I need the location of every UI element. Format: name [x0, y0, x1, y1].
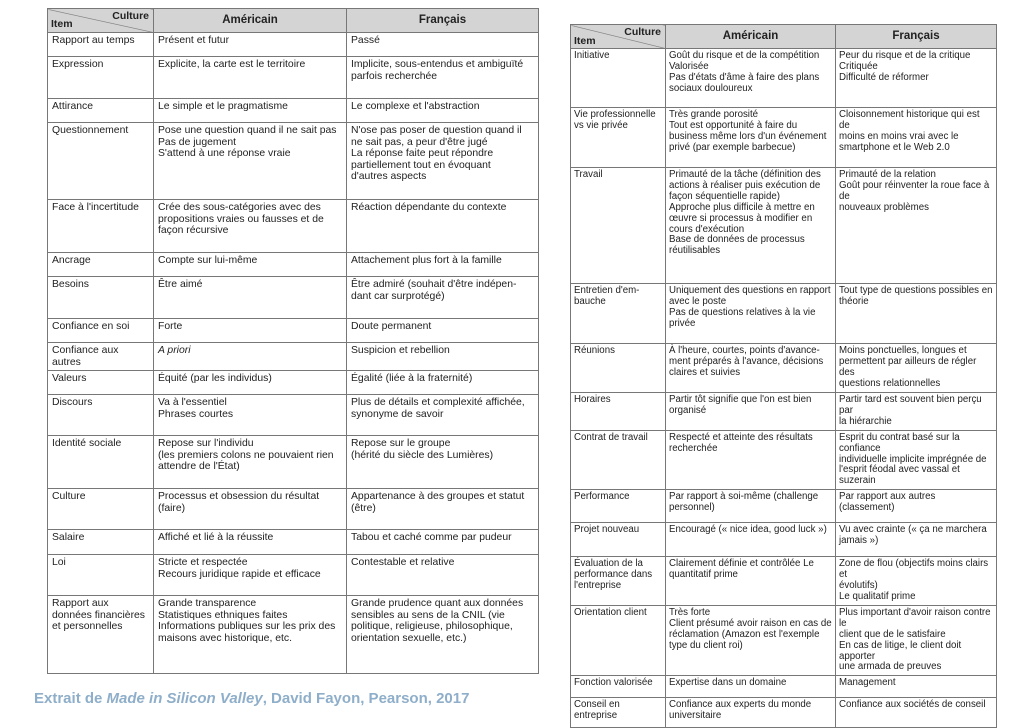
cell-text-line: Esprit du contrat basé sur la confiance [839, 431, 960, 454]
cell-text-line: ment préparés à l'avance, décisions [669, 355, 824, 367]
cell-text-line: Par rapport aux autres (classement) [839, 491, 936, 514]
caption-suffix: , David Fayon, Pearson, 2017 [262, 690, 470, 707]
cell-text-line: Égalité (liée à la fraternité) [351, 373, 473, 385]
cell-text-line: Pose une question quand il ne sait pas [158, 125, 337, 136]
cell-text-line: Client présumé avoir raison en cas de [669, 617, 832, 629]
row-item-cell [48, 253, 154, 277]
caption-title: Made in Silicon Valley [106, 690, 263, 707]
header-item-label: Item [51, 18, 73, 31]
row-francais-cell [347, 395, 539, 436]
cell-text-line: N'ose pas poser de question quand il [351, 125, 522, 136]
row-americain-cell [154, 33, 347, 57]
header-culture-label: Culture [112, 10, 149, 22]
row-francais-cell [347, 489, 539, 530]
row-francais-cell [836, 698, 997, 728]
row-francais-cell [347, 33, 539, 57]
cell-text-line: Contestable et relative [351, 557, 455, 569]
cell-text-line: orientation sexuelle, etc.) [351, 632, 467, 644]
header-item-label: Item [574, 35, 596, 48]
cell-text-line: Vu avec crainte (« ça ne marchera [839, 524, 987, 536]
table-row [571, 557, 997, 606]
row-americain-cell [666, 490, 836, 523]
cell-text-line: Confiance en soi [52, 321, 130, 332]
cell-text-line: type du client roi) [669, 639, 743, 651]
row-item-cell [571, 108, 666, 168]
row-americain-cell [666, 168, 836, 284]
caption-prefix: Extrait de [34, 690, 107, 707]
cell-text-line: Primauté de la relation [839, 169, 936, 180]
cell-text-line: Va à l'essentiel [158, 397, 227, 409]
cell-text-line: Forte [158, 321, 183, 332]
row-item-cell [48, 99, 154, 123]
cell-text-line: Approche plus difficile à mettre en [669, 201, 815, 213]
cell-text-line: Réunions [574, 345, 615, 356]
table-row [571, 698, 997, 728]
row-americain-cell [154, 319, 347, 343]
row-francais-cell [836, 49, 997, 108]
row-item-cell [48, 277, 154, 319]
cell-text-line: Phrases courtes [158, 408, 234, 420]
cell-text-line: Stricte et respectée [158, 557, 248, 569]
cell-text-line: (les premiers colons ne pouvaient rien [158, 449, 334, 461]
cell-text-line: performance dans [574, 569, 653, 581]
cell-text-line: dant car surprotégé) [351, 290, 445, 302]
row-item-cell [571, 344, 666, 393]
cell-text-line: données financières [52, 609, 146, 621]
row-americain-cell [666, 49, 836, 108]
cell-text-line: Grande prudence quant aux données [351, 598, 524, 610]
row-item-cell [571, 393, 666, 431]
cell-text-line: Expertise dans un domaine [669, 677, 787, 689]
row-francais-cell [836, 344, 997, 393]
cell-text-line: Goût pour réinventer la roue face à de [839, 179, 990, 202]
cell-text-line: claires et suivies [669, 366, 741, 378]
cell-text-line: une armada de preuves [839, 661, 942, 673]
cell-text-line: Attachement plus fort à la famille [351, 255, 502, 266]
table-row [571, 523, 997, 557]
comparison-table-left [47, 8, 539, 674]
cell-text-line: Le simple et le pragmatisme [158, 101, 288, 112]
cell-text-line: Clairement définie et contrôlée Le [669, 558, 814, 570]
row-francais-cell [836, 490, 997, 523]
row-francais-cell [836, 284, 997, 344]
table-row [571, 49, 997, 108]
cell-text-line: privée [669, 317, 696, 329]
row-francais-cell [347, 99, 539, 123]
row-americain-cell [154, 99, 347, 123]
cell-text-line: Processus et obsession du résultat [158, 491, 320, 503]
row-item-cell [48, 555, 154, 596]
cell-text-line: Management [839, 677, 896, 689]
cell-text-line: Être aimé [158, 279, 203, 290]
cell-text-line: Projet nouveau [574, 524, 640, 536]
row-francais-cell [347, 319, 539, 343]
cell-text-line: Crée des sous-catégories avec des [158, 202, 321, 213]
table-row [571, 430, 997, 490]
cell-text-line: Implicite, sous-entendus et ambiguïté [351, 59, 524, 70]
cell-text-line: Vie professionnelle [574, 109, 656, 120]
cell-text-line: Le qualitatif prime [839, 590, 916, 602]
cell-text-line: Appartenance à des groupes et statut [351, 491, 525, 503]
cell-text-line: Passé [351, 35, 380, 46]
row-americain-cell [154, 57, 347, 99]
row-francais-cell [347, 57, 539, 99]
cell-text-line: Base de données de processus [669, 234, 805, 246]
cell-text-line: ne sait pas, a peur d'être jugé [351, 136, 488, 148]
row-francais-cell [836, 605, 997, 675]
row-americain-cell [666, 284, 836, 344]
cell-text-line: Travail [574, 169, 603, 180]
row-francais-cell [836, 168, 997, 284]
cell-text-line: Explicite, la carte est le territoire [158, 59, 306, 70]
cell-text-line: Zone de flou (objectifs moins clairs et [839, 558, 989, 581]
row-francais-cell [347, 371, 539, 395]
cell-text-line: En cas de litige, le client doit apporter [839, 639, 962, 662]
cell-text-line: bauche [574, 295, 606, 307]
row-francais-cell [347, 200, 539, 253]
cell-text-line: Goût du risque et de la compétition [669, 50, 820, 61]
cell-text-line: Repose sur le groupe [351, 438, 451, 450]
cell-text-line: Questionnement [52, 125, 129, 136]
row-americain-cell [154, 343, 347, 371]
table-row [571, 168, 997, 284]
row-americain-cell [666, 676, 836, 698]
row-item-cell [571, 557, 666, 606]
row-americain-cell [154, 253, 347, 277]
table-row [48, 555, 539, 596]
cell-text-line: recherchée [669, 442, 718, 454]
cell-text-line: la hiérarchie [839, 415, 892, 427]
row-americain-cell [666, 108, 836, 168]
row-item-cell [48, 33, 154, 57]
cell-text-line: permettent par ailleurs de régler des [839, 355, 977, 378]
comparison-table-right [570, 24, 997, 728]
cell-text-line: Salaire [52, 532, 85, 544]
source-caption [34, 690, 469, 707]
row-item-cell [571, 676, 666, 698]
row-francais-cell [836, 393, 997, 431]
row-item-cell [48, 319, 154, 343]
cell-text-line: jamais ») [839, 535, 879, 547]
cell-text-line: vs vie privée [574, 119, 628, 131]
cell-text-line: Pas de jugement [158, 136, 236, 148]
cell-text-line: Plus de détails et complexité affichée, [351, 397, 525, 409]
table-row [48, 489, 539, 530]
row-item-cell [48, 57, 154, 99]
cell-text-line: Plus important d'avoir raison contre le [839, 606, 991, 629]
row-item-cell [571, 605, 666, 675]
table-row [48, 436, 539, 489]
row-item-cell [48, 343, 154, 371]
header-diagonal-cell [571, 25, 666, 49]
row-francais-cell [347, 555, 539, 596]
table-row [571, 344, 997, 393]
cell-text-line: réclamation (Amazon est l'exemple [669, 628, 820, 640]
cell-text-line: Confiance aux sociétés de conseil [839, 699, 986, 711]
header-americain: Américain [154, 9, 347, 33]
cell-text-line: Présent et futur [158, 35, 230, 46]
cell-text-line: individuelle implicite imprégnée de [839, 453, 987, 465]
cell-text-line: Grande transparence [158, 598, 257, 610]
row-item-cell [48, 530, 154, 555]
cell-text-line: Repose sur l'individu [158, 438, 254, 450]
cell-text-line: Face à l'incertitude [52, 202, 139, 213]
row-francais-cell [836, 430, 997, 490]
cell-text-line: quantitatif prime [669, 569, 738, 581]
table-row [571, 490, 997, 523]
cell-text-line: politique, religieuse, philosophique, [351, 621, 513, 633]
row-francais-cell [347, 253, 539, 277]
cell-text-line: Fonction valorisée [574, 677, 653, 689]
row-item-cell [48, 596, 154, 674]
row-item-cell [571, 698, 666, 728]
row-americain-cell [154, 555, 347, 596]
cell-text-line: (hérité du siècle des Lumières) [351, 449, 494, 461]
cell-text-line: Pas d'états d'âme à faire des plans [669, 71, 820, 83]
row-americain-cell [666, 344, 836, 393]
cell-text-line: Uniquement des questions en rapport [669, 285, 831, 296]
cell-text-line: Discours [52, 397, 93, 409]
cell-text-line: façon récursive [158, 225, 229, 237]
row-americain-cell [154, 596, 347, 674]
cell-text-line: sensibles au sens de la CNIL (vie [351, 609, 505, 621]
cell-text-line: l'esprit féodal avec vassal et suzerain [839, 464, 960, 487]
row-item-cell [571, 49, 666, 108]
right-table-body [571, 49, 997, 728]
cell-text-line: À l'heure, courtes, points d'avance- [669, 345, 820, 356]
row-americain-cell [154, 371, 347, 395]
cell-text-line: universitaire [669, 710, 722, 722]
cell-text-line: Culture [52, 491, 86, 503]
cell-text-line: avec le poste [669, 295, 727, 307]
cell-text-line: sociaux douloureux [669, 82, 753, 94]
cell-text-line: actions à réaliser puis exécution de [669, 179, 821, 191]
cell-text-line: l'entreprise [574, 580, 622, 592]
cell-text-line: Entretien d'em- [574, 285, 640, 296]
table-row [48, 123, 539, 200]
cell-text-line: questions relationnelles [839, 377, 941, 389]
cell-text-line: Tout type de questions possibles en [839, 285, 993, 296]
row-item-cell [48, 489, 154, 530]
cell-text-line: Évaluation de la [574, 558, 643, 570]
row-americain-cell [666, 523, 836, 557]
cell-text-line: évolutifs) [839, 580, 878, 592]
cell-text-line: Valorisée [669, 60, 709, 72]
row-americain-cell [154, 436, 347, 489]
cell-text-line: Partir tôt signifie que l'on est bien [669, 394, 812, 405]
row-item-cell [571, 168, 666, 284]
cell-text-line: et personnelles [52, 621, 123, 633]
cell-text-line: moins en moins vrai avec le [839, 130, 959, 142]
cell-text-line: Confiance aux autres [52, 345, 119, 368]
cell-text-line: Critiquée [839, 60, 878, 72]
table-row [571, 605, 997, 675]
cell-text-line: Besoins [52, 279, 89, 290]
cell-text-line: Affiché et lié à la réussite [158, 532, 274, 544]
row-francais-cell [347, 596, 539, 674]
cell-text-line: propositions vraies ou fausses et de [158, 213, 324, 225]
row-americain-cell [666, 557, 836, 606]
cell-text-line: Respecté et atteinte des résultats [669, 431, 813, 443]
row-item-cell [48, 371, 154, 395]
row-americain-cell [666, 430, 836, 490]
cell-text-line: smartphone et le Web 2.0 [839, 141, 950, 153]
table-row [48, 530, 539, 555]
cell-text-line: Orientation client [574, 606, 647, 618]
cell-text-line: nouveaux problèmes [839, 201, 929, 213]
cell-text-line: Le complexe et l'abstraction [351, 101, 480, 112]
row-americain-cell [666, 605, 836, 675]
table-row [48, 277, 539, 319]
cell-text-line: Attirance [52, 101, 94, 112]
cell-text-line: Tout est opportunité à faire du [669, 119, 798, 131]
cell-text-line: Horaires [574, 394, 611, 405]
cell-text-line: Par rapport à soi-même (challenge [669, 491, 819, 503]
cell-text-line: client que de le satisfaire [839, 628, 946, 640]
table-row [48, 99, 539, 123]
row-item-cell [48, 436, 154, 489]
row-francais-cell [347, 436, 539, 489]
row-item-cell [571, 284, 666, 344]
cell-text-line: Équité (par les individus) [158, 373, 272, 385]
cell-text-line: Statistiques ethniques faites [158, 609, 288, 621]
cell-text-line: business même lors d'un événement [669, 130, 827, 142]
row-item-cell [571, 430, 666, 490]
cell-text-line: Suspicion et rebellion [351, 345, 450, 356]
cell-text-line: synonyme de savoir [351, 408, 444, 420]
cell-text-line: Conseil en entreprise [574, 699, 620, 722]
cell-text-line: Informations publiques sur les prix des [158, 621, 336, 633]
header-francais: Français [347, 9, 539, 33]
cell-text-line: Performance [574, 491, 630, 503]
row-francais-cell [347, 277, 539, 319]
cell-text-line: Très forte [669, 606, 711, 618]
cell-text-line: Très grande porosité [669, 109, 759, 120]
row-item-cell [48, 395, 154, 436]
row-item-cell [48, 123, 154, 200]
table-row [48, 57, 539, 99]
cell-text-line: parfois recherchée [351, 70, 438, 82]
cell-text-line: théorie [839, 295, 869, 307]
cell-text-line: maisons avec historique, etc. [158, 632, 292, 644]
cell-text-line: Peur du risque et de la critique [839, 50, 971, 61]
cell-text-line: œuvre si processus à modifier en [669, 212, 813, 224]
table-row [48, 200, 539, 253]
cell-text-line: personnel) [669, 502, 715, 514]
row-americain-cell [666, 698, 836, 728]
row-americain-cell [154, 395, 347, 436]
row-americain-cell [154, 530, 347, 555]
cell-text-line: Confiance aux experts du monde [669, 699, 812, 711]
row-francais-cell [836, 108, 997, 168]
table-row [48, 319, 539, 343]
header-culture-label: Culture [624, 26, 661, 38]
cell-text-line: La réponse faite peut répondre [351, 148, 494, 160]
cell-text-line: Cloisonnement historique qui est de [839, 109, 980, 131]
cell-text-line: (être) [351, 502, 376, 514]
cell-text-line: Pas de questions relatives à la vie [669, 306, 816, 318]
cell-text-line: Primauté de la tâche (définition des [669, 169, 821, 180]
table-row [48, 395, 539, 436]
cell-text-line: (faire) [158, 502, 186, 514]
cell-text-line: réutilisables [669, 245, 721, 257]
cell-text-line: Rapport aux [52, 598, 109, 610]
cell-text-line: Moins ponctuelles, longues et [839, 345, 967, 356]
table-row [48, 596, 539, 674]
table-row [48, 253, 539, 277]
cell-text-line: Recours juridique rapide et efficace [158, 568, 321, 580]
table-row [571, 676, 997, 698]
row-item-cell [571, 523, 666, 557]
cell-text-line: Loi [52, 557, 66, 569]
cell-text-line: Initiative [574, 50, 610, 61]
row-francais-cell [836, 676, 997, 698]
table-row [571, 108, 997, 168]
row-americain-cell [154, 277, 347, 319]
table-row [48, 371, 539, 395]
cell-text-line: organisé [669, 404, 707, 416]
row-francais-cell [347, 530, 539, 555]
cell-text-line: Tabou et caché comme par pudeur [351, 532, 512, 544]
cell-text-line: Partir tard est souvent bien perçu par [839, 394, 982, 416]
cell-text-line: Doute permanent [351, 321, 432, 332]
cell-text-line: cours d'exécution [669, 223, 745, 235]
row-americain-cell [666, 393, 836, 431]
table-row [571, 284, 997, 344]
cell-text-line: Être admiré (souhait d'être indépen- [351, 279, 517, 290]
row-americain-cell [154, 123, 347, 200]
row-francais-cell [347, 343, 539, 371]
cell-text-line: privé (par exemple barbecue) [669, 141, 796, 153]
row-item-cell [48, 200, 154, 253]
cell-text-line: S'attend à une réponse vraie [158, 148, 291, 160]
cell-text-line: attendre de l'État) [158, 461, 240, 473]
cell-text-line: Difficulté de réformer [839, 71, 929, 83]
cell-text-line: Encouragé (« nice idea, good luck ») [669, 524, 827, 536]
row-americain-cell [154, 200, 347, 253]
cell-text-line: d'autres aspects [351, 171, 427, 183]
header-americain: Américain [666, 25, 836, 49]
cell-text-line: Valeurs [52, 373, 87, 385]
cell-text-line: Contrat de travail [574, 431, 648, 443]
table-row [48, 343, 539, 371]
left-table-body [48, 33, 539, 674]
cell-text-line: Compte sur lui-même [158, 255, 258, 266]
cell-text-line: Réaction dépendante du contexte [351, 202, 507, 213]
table-row [571, 393, 997, 431]
header-diagonal-cell [48, 9, 154, 33]
cell-text-line: façon séquentielle rapide) [669, 190, 780, 202]
cell-text-line: Identité sociale [52, 438, 122, 450]
row-americain-cell [154, 489, 347, 530]
row-francais-cell [836, 523, 997, 557]
cell-text-line: A priori [158, 345, 191, 356]
cell-text-line: Expression [52, 59, 104, 70]
row-item-cell [571, 490, 666, 523]
cell-text-line: Ancrage [52, 255, 91, 266]
row-francais-cell [836, 557, 997, 606]
header-francais: Français [836, 25, 997, 49]
cell-text-line: partiellement tout en évoquant [351, 159, 491, 171]
cell-text-line: Rapport au temps [52, 35, 135, 46]
table-row [48, 33, 539, 57]
row-francais-cell [347, 123, 539, 200]
